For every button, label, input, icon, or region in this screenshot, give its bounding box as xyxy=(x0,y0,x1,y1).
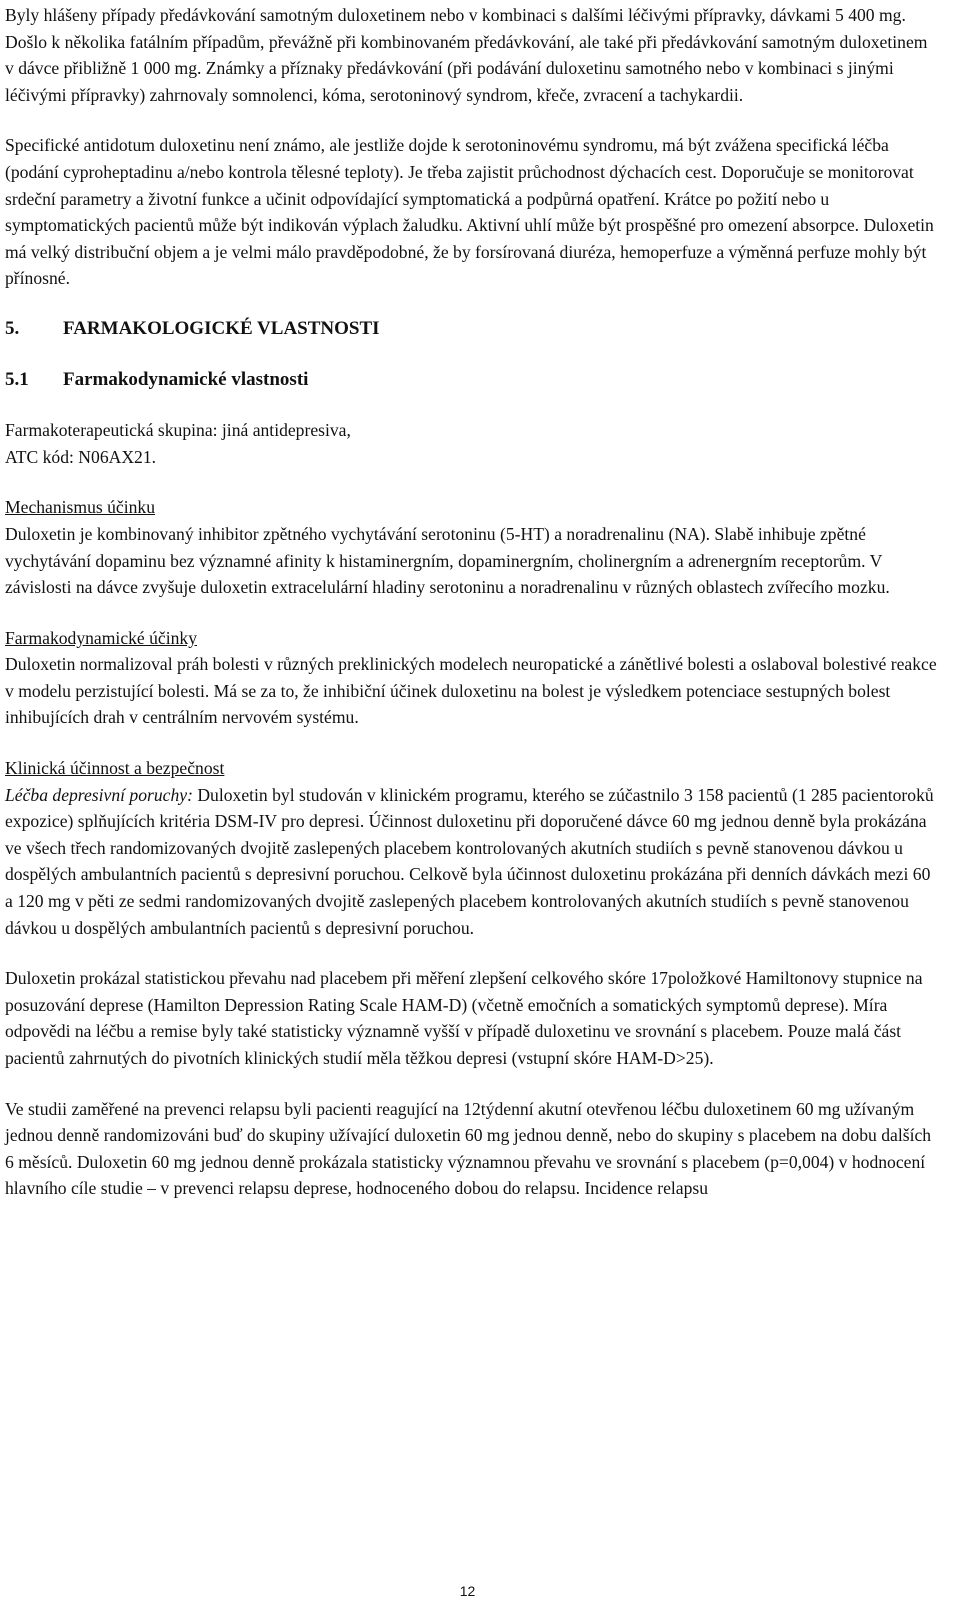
atc-block xyxy=(5,417,940,470)
efficacy-heading: Klinická účinnost a bezpečnost xyxy=(5,758,225,779)
section-5-heading xyxy=(5,316,940,343)
efficacy-text-1: Duloxetin byl studován v klinickém programu, kterého se zúčastnilo 3 158 pacientů (1 285 pacientoroků expozice) splňujících kritéria DSM-IV pro depresi. Účinnost duloxetinu při doporučené dávce 60 mg jednou denně byla prokázána ve všech třech randomizovaných dvojitě zaslepených placebem kontrolovaných akutních studiích s pevně stanovenou dávkou u dospělých ambulantních pacientů s depresivní poruchou. Celkově byla účinnost duloxetinu prokázána při denních dávkách mezi 60 a 120 mg v pěti ze sedmi randomizovaných dvojitě zaslepených placebem kontrolovaných akutních studiích s pevně stanovenou dávkou u dospělých ambulantních pacientů s depresivní poruchou. xyxy=(5,784,934,938)
efficacy-paragraph-3: Ve studii zaměřené na prevenci relapsu byli pacienti reagující na 12týdenní akutní otevřenou léčbu duloxetinem 60 mg užívaným jednou denně randomizováni buď do skupiny užívající duloxetin 60 mg jednou denně, nebo do skupiny s placebem na dobu dalších 6 měsíců. Duloxetin 60 mg jednou denně prokázala statisticky významnou převahu ve srovnání s placebem (p=0,004) v hodnocení hlavního cíle studie – v prevenci relapsu deprese, hodnoceného dobou do relapsu. Incidence relapsu xyxy=(5,1098,932,1199)
section-5-1-number: 5.1 xyxy=(5,368,29,390)
section-5-title: FARMAKOLOGICKÉ VLASTNOSTI xyxy=(63,317,380,339)
pd-effects-text: Duloxetin normalizoval práh bolesti v různých preklinických modelech neuropatické a zánětlivé bolesti a oslaboval bolestivé reakce v modelu perzistující bolesti. Má se za to, že inhibiční účinek duloxetinu na bolest je výsledkem potenciace sestupných bolest inhibujících drah v centrálním nervovém systému. xyxy=(5,654,937,728)
section-5-1-title: Farmakodynamické vlastnosti xyxy=(63,368,309,390)
document-page xyxy=(5,2,940,1202)
mechanism-text: Duloxetin je kombinovaný inhibitor zpětného vychytávání serotoninu (5-HT) a noradrenalinu (NA). Slabě inhibuje zpětné vychytávání dopaminu bez významné afinity k histaminergním, dopaminergním, cholinergním a adrenergním receptorům. V závislosti na dávce zvyšuje duloxetin extracelulární hladiny serotoninu a noradrenalinu v různých oblastech zvířecího mozku. xyxy=(5,523,890,598)
overdose-paragraph-2: Specifické antidotum duloxetinu není známo, ale jestliže dojde k serotoninovému syndromu, má být zvážena specifická léčba (podání cyproheptadinu a/nebo kontrola tělesné teploty). Je třeba zajistit průchodnost dýchacích cest. Doporučuje se monitorovat srdeční parametry a životní funkce a učinit odpovídající symptomatická a podpůrná opatření. Krátce po požití nebo u symptomatických pacientů může být indikován výplach žaludku. Aktivní uhlí může být prospěšné pro omezení absorpce. Duloxetin má velký distribuční objem a je velmi málo pravděpodobné, že by forsírovaná diuréza, hemoperfuze a výměnná perfuze mohly být přínosné. xyxy=(5,135,934,289)
atc-code: ATC kód: N06AX21. xyxy=(5,446,157,467)
section-5-1-heading xyxy=(5,367,940,394)
efficacy-paragraph-2: Duloxetin prokázal statistickou převahu nad placebem při měření zlepšení celkového skóre 17položkové Hamiltonovy stupnice na posuzování deprese (Hamilton Depression Rating Scale HAM-D) (včetně emočních a somatických symptomů deprese). Míra odpovědi na léčbu a remise byly také statisticky významně vyšší v případě duloxetinu ve srovnání s placebem. Pouze malá část pacientů zahrnutých do pivotních klinických studií měla těžkou depresi (vstupní skóre HAM-D>25). xyxy=(5,968,923,1068)
pd-effects-block xyxy=(5,625,940,731)
efficacy-block xyxy=(5,755,940,941)
section-5-number: 5. xyxy=(5,317,20,339)
mechanism-heading: Mechanismus účinku xyxy=(5,497,156,518)
efficacy-paragraph-1 xyxy=(5,782,940,942)
pd-effects-heading: Farmakodynamické účinky xyxy=(5,627,198,648)
pharmacotherapeutic-group: Farmakoterapeutická skupina: jiná antidepresiva, xyxy=(5,420,351,441)
overdose-paragraph-1: Byly hlášeny případy předávkování samotným duloxetinem nebo v kombinaci s dalšími léčivými přípravky, dávkami 5 400 mg. Došlo k několika fatálním případům, převážně při kombinovaném předávkování, ale také při předávkování samotným duloxetinem v dávce přibližně 1 000 mg. Známky a příznaky předávkování (při podávání duloxetinu samotného nebo v kombinaci s jinými léčivými přípravky) zahrnovaly somnolenci, kóma, serotoninový syndrom, křeče, zvracení a tachykardii. xyxy=(5,5,928,105)
page-number: 12 xyxy=(459,1583,476,1599)
mechanism-block xyxy=(5,494,940,600)
depression-treatment-label: Léčba depresivní poruchy: xyxy=(5,784,193,805)
